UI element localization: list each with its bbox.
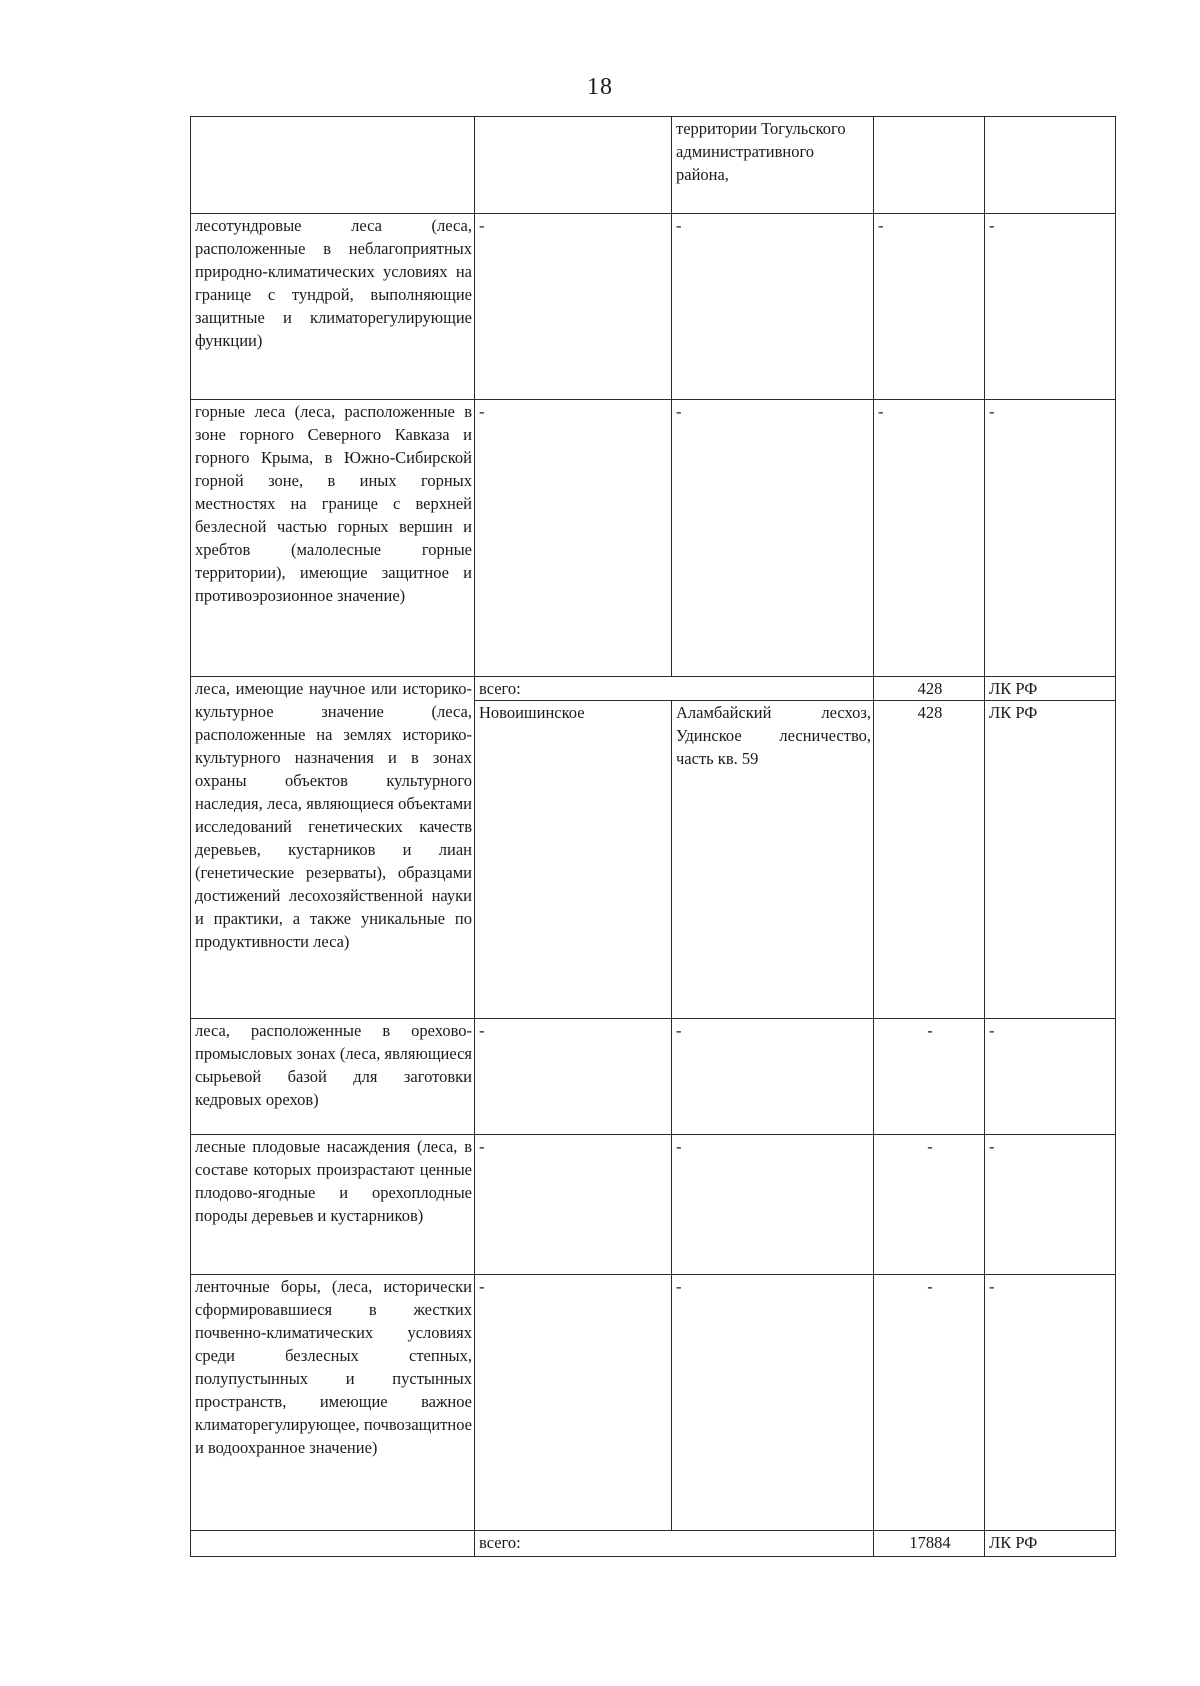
page-number: 18 [587,74,613,100]
subtotal-label: всего: [475,677,874,701]
district-cell: - [475,1019,672,1135]
subtotal-area: 428 [874,677,985,701]
category-cell: ленточные боры, (леса, исторически сформировавшиеся в жестких почвенно-климатических условиях среди безлесных степных, полупустынных и пустынных пространств, имеющие важное климаторегулирующее, почвозащитное и водоохранное значение) [191,1275,475,1531]
subtotal-basis: ЛК РФ [985,677,1116,701]
category-cell: леса, расположенные в орехово-промысловых зонах (леса, являющиеся сырьевой базой для заготовки кедровых орехов) [191,1019,475,1135]
area-cell: - [874,214,985,400]
table-row [191,677,1116,701]
area-cell: - [874,1135,985,1275]
category-cell: лесотундровые леса (леса, расположенные в неблагоприятных природно-климатических условиях на границе с тундрой, выполняющие защитные и климаторегулирующие функции) [191,214,475,400]
basis-cell: - [985,1135,1116,1275]
district-cell: - [475,1275,672,1531]
grand-total-label: всего: [475,1531,874,1557]
location-cell: - [672,400,874,677]
basis-cell [985,117,1116,214]
category-cell: лесные плодовые насаждения (леса, в составе которых произрастают ценные плодово-ягодные и орехоплодные породы деревьев и кустарников) [191,1135,475,1275]
district-cell: Новоишинское [475,701,672,1019]
area-cell [874,117,985,214]
area-cell: - [874,400,985,677]
grand-total-area: 17884 [874,1531,985,1557]
grand-total-basis: ЛК РФ [985,1531,1116,1557]
basis-cell: - [985,1019,1116,1135]
category-cell [191,117,475,214]
table-row [191,1531,1116,1557]
category-cell: леса, имеющие научное или историко-культурное значение (леса, расположенные на землях историко-культурного назначения и в зонах охраны объектов культурного наследия, леса, являющиеся объектами исследований генетических качеств деревьев, кустарников и лиан (генетические резерваты), образцами достижений лесохозяйственной науки и практики, а также уникальные по продуктивности леса) [191,677,475,1019]
table-row [191,1275,1116,1531]
location-cell: - [672,1135,874,1275]
district-cell: - [475,1135,672,1275]
basis-cell: ЛК РФ [985,701,1116,1019]
district-cell [475,117,672,214]
location-cell: - [672,1275,874,1531]
table-row [191,214,1116,400]
district-cell: - [475,214,672,400]
table-row [191,117,1116,214]
basis-cell: - [985,400,1116,677]
location-cell: - [672,214,874,400]
table-row [191,400,1116,677]
basis-cell: - [985,1275,1116,1531]
area-cell: - [874,1275,985,1531]
table-row [191,1019,1116,1135]
basis-cell: - [985,214,1116,400]
category-cell: горные леса (леса, расположенные в зоне горного Северного Кавказа и горного Крыма, в Южно-Сибирской горной зоне, в иных горных местностях на границе с верхней безлесной частью горных вершин и хребтов (малолесные горные территории), имеющие защитное и противоэрозионное значение) [191,400,475,677]
empty-cell [191,1531,475,1557]
location-cell: - [672,1019,874,1135]
table-row [191,1135,1116,1275]
location-cell: Аламбайский лесхоз, Удинское лесничество, часть кв. 59 [672,701,874,1019]
location-cell: территории Тогульского административного района, [672,117,874,214]
district-cell: - [475,400,672,677]
area-cell: 428 [874,701,985,1019]
forest-category-table [190,116,1116,1557]
area-cell: - [874,1019,985,1135]
